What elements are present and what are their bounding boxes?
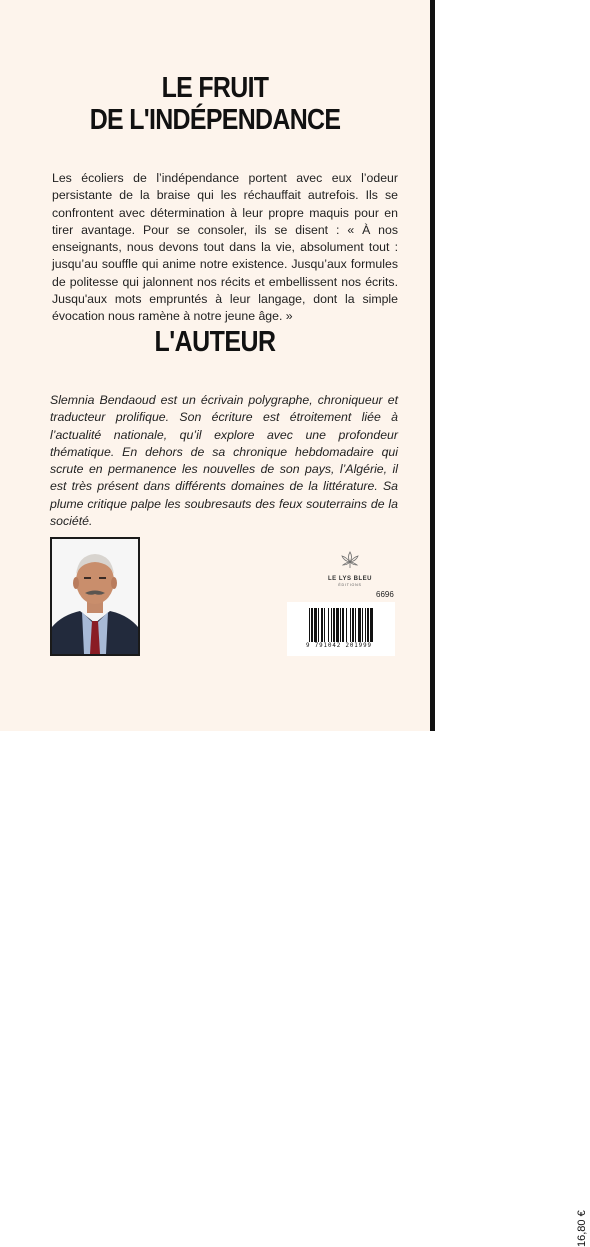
title-line-1: LE FRUIT: [161, 72, 269, 104]
spine-edge: [430, 0, 435, 731]
barcode-bar: [333, 608, 335, 642]
barcode-bar: [342, 608, 344, 642]
barcode-bar: [324, 608, 325, 642]
barcode-bar: [352, 608, 354, 642]
barcode-bar: [340, 608, 341, 642]
barcode-bar: [318, 608, 319, 642]
barcode-bar: [362, 608, 363, 642]
barcode-bar: [311, 608, 313, 642]
book-summary: [52, 170, 398, 326]
book-title: [30, 72, 400, 136]
publisher-name: LE LYS BLEU: [328, 576, 372, 582]
price: 16,80 €: [576, 1210, 588, 1247]
barcode-bar: [314, 608, 317, 642]
barcode-bar: [321, 608, 323, 642]
barcode-area: [287, 602, 588, 1247]
author-heading: L'AUTEUR: [154, 326, 276, 358]
summary-text: Les écoliers de l’indépendance portent avec eux l’odeur persistante de la braise qui les réchauffait autrefois. Ils se confrontent avec détermination à leur propre maquis pour en tirer avantage. Pour se consoler, ils se disent : « À nos enseignants, nous devons tout dans la vie, absolument tout : jusqu’au souffle qui anime notre existence. Jusqu’aux formules de politesse qui jalonnent nos récits et embellissent nos écrits. Jusqu'aux mots empruntés à leur langage, dont la simple évocation nous ramène à notre jeune âge. »: [52, 171, 398, 324]
barcode-bar: [355, 608, 356, 642]
barcode: [309, 608, 391, 642]
book-code: 6696: [376, 590, 394, 599]
author-bio: [50, 392, 398, 530]
lily-flower-icon: [339, 550, 361, 570]
barcode-bar: [336, 608, 339, 642]
barcode-bar: [328, 608, 329, 642]
barcode-bar: [367, 608, 369, 642]
barcode-bar: [350, 608, 351, 642]
isbn-number: 9 791042 201999: [306, 643, 372, 649]
publisher-subtitle: ÉDITIONS: [338, 583, 362, 587]
barcode-bar: [358, 608, 361, 642]
title-line-2: DE L'INDÉPENDANCE: [89, 104, 341, 136]
barcode-bar: [346, 608, 347, 642]
barcode-bar: [370, 608, 373, 642]
author-bio-text: Slemnia Bendaoud est un écrivain polygraphe, chroniqueur et traducteur prolifique. Son écriture est étroitement liée à l’actualité nationale, qu’il explore avec une profondeur thématique. En dehors de sa chronique hebdomadaire qui scrute en permanence les nouvelles de son pays, l’Algérie, il est très présent dans différents domaines de la littérature. Sa plume critique palpe les soubresauts des feux souterrains de la société.: [50, 393, 398, 529]
author-portrait: [50, 537, 140, 656]
barcode-bar: [365, 608, 366, 642]
publisher-logo: [325, 550, 375, 587]
barcode-bar: [331, 608, 332, 642]
barcode-bar: [309, 608, 310, 642]
